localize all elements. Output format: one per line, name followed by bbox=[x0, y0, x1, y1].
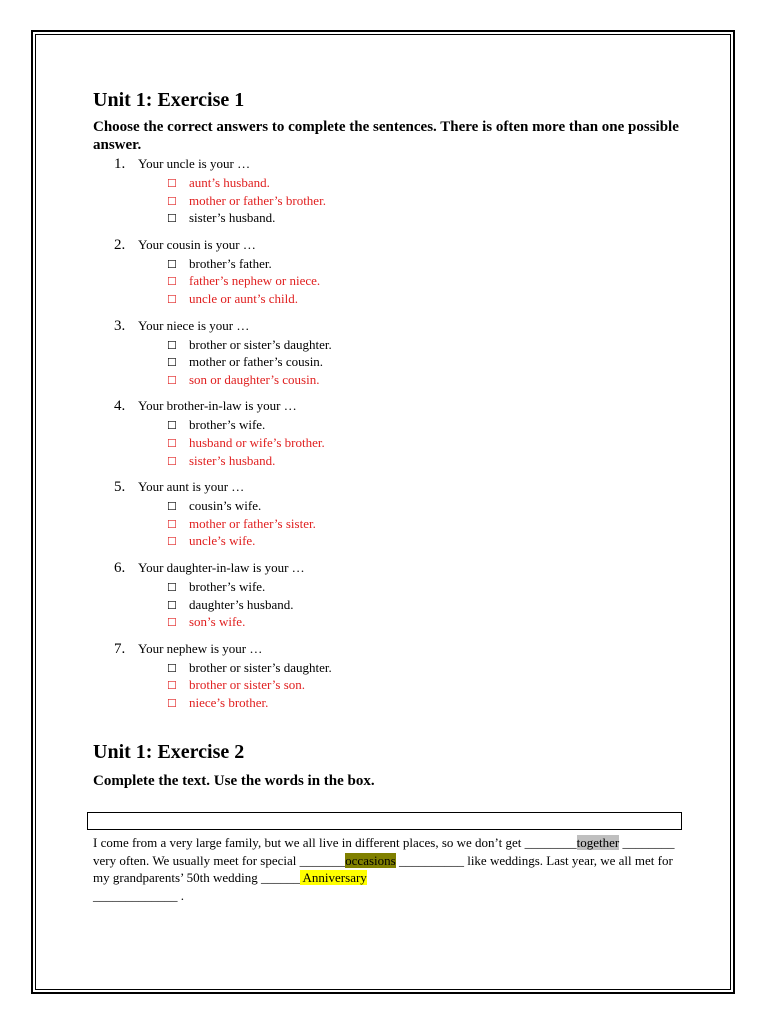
question-line bbox=[93, 237, 683, 256]
answer-option[interactable] bbox=[167, 597, 683, 615]
paragraph-text: __________ like weddings. Last year, we all met for my grandparents’ 50th wedding ______ bbox=[93, 852, 673, 885]
option-label: aunt’s husband. bbox=[189, 175, 270, 190]
question-line bbox=[93, 641, 683, 660]
answer-option[interactable] bbox=[167, 533, 683, 551]
checkbox-icon[interactable]: ☐ bbox=[167, 420, 177, 433]
answer-option[interactable] bbox=[167, 372, 683, 390]
question-line bbox=[93, 156, 683, 175]
answer-option[interactable] bbox=[167, 210, 683, 228]
question-item bbox=[93, 309, 683, 390]
checkbox-icon[interactable]: ☐ bbox=[167, 680, 177, 693]
checkbox-icon[interactable]: ☐ bbox=[167, 501, 177, 514]
checkbox-icon[interactable]: ☐ bbox=[167, 195, 177, 208]
answer-word-anniversary: Anniversary bbox=[300, 870, 367, 885]
checkbox-icon[interactable]: ☐ bbox=[167, 374, 177, 387]
answer-option[interactable] bbox=[167, 579, 683, 597]
option-label: daughter’s husband. bbox=[189, 596, 294, 612]
answer-option[interactable] bbox=[167, 453, 683, 471]
answer-option[interactable] bbox=[167, 695, 683, 713]
exercise2-title: Unit 1: Exercise 2 bbox=[93, 741, 245, 763]
option-label: brother or sister’s daughter. bbox=[189, 336, 332, 352]
answer-option[interactable] bbox=[167, 614, 683, 632]
question-text: Your aunt is your … bbox=[138, 479, 245, 495]
question-text: Your cousin is your … bbox=[138, 236, 256, 252]
question-text: Your nephew is your … bbox=[138, 640, 263, 656]
exercise1-section bbox=[93, 88, 683, 712]
checkbox-icon[interactable]: ☐ bbox=[167, 293, 177, 306]
answer-option[interactable] bbox=[167, 516, 683, 534]
exercise1-instructions: Choose the correct answers to complete the sentences. There is often more than one possible answer. bbox=[93, 119, 679, 153]
option-label: son’s wife. bbox=[189, 614, 246, 630]
option-label: niece’s brother. bbox=[189, 694, 269, 710]
answer-option[interactable] bbox=[167, 660, 683, 678]
question-item bbox=[93, 632, 683, 713]
question-line bbox=[93, 398, 683, 417]
question-list bbox=[93, 156, 683, 712]
option-label: uncle or aunt’s child. bbox=[189, 290, 299, 306]
question-number: 6. bbox=[114, 559, 126, 576]
question-number: 4. bbox=[114, 398, 126, 415]
option-label: father’s nephew or niece. bbox=[189, 273, 321, 289]
exercise2-instructions: Complete the text. Use the words in the box. bbox=[93, 773, 375, 789]
option-label: mother or father’s cousin. bbox=[189, 354, 324, 370]
question-text: Your daughter-in-law is your … bbox=[138, 559, 305, 575]
answer-option[interactable] bbox=[167, 193, 683, 211]
checkbox-icon[interactable]: ☐ bbox=[167, 617, 177, 630]
question-number: 2. bbox=[114, 236, 126, 253]
answer-option[interactable] bbox=[167, 337, 683, 355]
option-label: brother or sister’s son. bbox=[189, 677, 306, 693]
checkbox-icon[interactable]: ☐ bbox=[167, 276, 177, 289]
fill-in-paragraph bbox=[93, 834, 683, 904]
option-label: sister’s husband. bbox=[189, 210, 276, 226]
answer-word-occasions: occasions bbox=[345, 852, 396, 868]
word-box bbox=[87, 812, 682, 830]
question-text: Your uncle is your … bbox=[138, 156, 251, 171]
paragraph-text: I come from a very large family, but we all live in different places, so we don’t get ________ bbox=[93, 835, 577, 850]
paragraph-text: ________ very often. We usually meet for special _______ bbox=[93, 835, 675, 868]
answer-option[interactable] bbox=[167, 256, 683, 274]
checkbox-icon[interactable]: ☐ bbox=[167, 662, 177, 675]
option-label: husband or wife’s brother. bbox=[189, 434, 325, 450]
option-label: mother or father’s sister. bbox=[189, 515, 316, 531]
answer-word-together: together bbox=[576, 835, 620, 850]
answer-option[interactable] bbox=[167, 291, 683, 309]
exercise1-title: Unit 1: Exercise 1 bbox=[93, 89, 245, 111]
checkbox-icon[interactable]: ☐ bbox=[167, 697, 177, 710]
checkbox-icon[interactable]: ☐ bbox=[167, 581, 177, 594]
checkbox-icon[interactable]: ☐ bbox=[167, 518, 177, 531]
question-number: 7. bbox=[114, 640, 126, 657]
question-item bbox=[93, 156, 683, 228]
option-label: uncle’s wife. bbox=[189, 533, 256, 549]
checkbox-icon[interactable]: ☐ bbox=[167, 213, 177, 226]
answer-option[interactable] bbox=[167, 435, 683, 453]
checkbox-icon[interactable]: ☐ bbox=[167, 599, 177, 612]
checkbox-icon[interactable]: ☐ bbox=[167, 437, 177, 450]
answer-option[interactable] bbox=[167, 175, 683, 193]
checkbox-icon[interactable]: ☐ bbox=[167, 455, 177, 468]
question-number: 3. bbox=[114, 317, 126, 334]
checkbox-icon[interactable]: ☐ bbox=[167, 178, 177, 190]
option-label: brother’s father. bbox=[189, 255, 272, 271]
exercise2-section bbox=[93, 740, 683, 790]
answer-option[interactable] bbox=[167, 498, 683, 516]
question-line bbox=[93, 560, 683, 579]
question-text: Your brother-in-law is your … bbox=[138, 398, 297, 414]
checkbox-icon[interactable]: ☐ bbox=[167, 357, 177, 370]
question-item bbox=[93, 389, 683, 470]
question-number: 1. bbox=[114, 156, 126, 172]
answer-option[interactable] bbox=[167, 273, 683, 291]
question-item bbox=[93, 470, 683, 551]
checkbox-icon[interactable]: ☐ bbox=[167, 258, 177, 271]
option-label: mother or father’s brother. bbox=[189, 192, 326, 208]
question-line bbox=[93, 479, 683, 498]
option-label: cousin’s wife. bbox=[189, 498, 262, 514]
answer-option[interactable] bbox=[167, 417, 683, 435]
checkbox-icon[interactable]: ☐ bbox=[167, 536, 177, 549]
question-item bbox=[93, 551, 683, 632]
paragraph-text: _____________ . bbox=[93, 887, 184, 903]
checkbox-icon[interactable]: ☐ bbox=[167, 339, 177, 352]
option-label: sister’s husband. bbox=[189, 452, 276, 468]
answer-option[interactable] bbox=[167, 354, 683, 372]
question-number: 5. bbox=[114, 479, 126, 496]
option-label: son or daughter’s cousin. bbox=[189, 371, 320, 387]
option-label: brother’s wife. bbox=[189, 578, 266, 594]
question-item bbox=[93, 228, 683, 309]
question-line bbox=[93, 318, 683, 337]
answer-option[interactable] bbox=[167, 677, 683, 695]
question-text: Your niece is your … bbox=[138, 317, 250, 333]
option-label: brother’s wife. bbox=[189, 417, 266, 433]
option-label: brother or sister’s daughter. bbox=[189, 659, 332, 675]
